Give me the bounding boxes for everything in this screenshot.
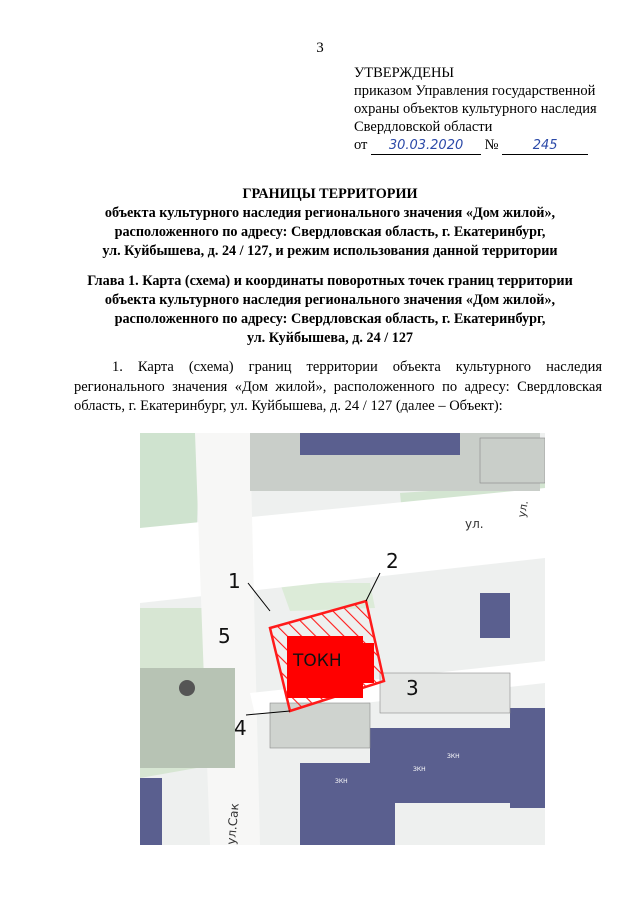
building bbox=[140, 778, 162, 845]
chapter-line-3: расположенного по адресу: Свердловская область, г. Екатеринбург, bbox=[114, 311, 546, 327]
chapter-line-2: объекта культурного наследия регионального значения «Дом жилой», bbox=[104, 292, 556, 308]
approval-title: УТВЕРЖДЕНЫ bbox=[354, 65, 455, 81]
point-label-4: 4 bbox=[234, 716, 247, 740]
street-label-lower: ул.Сак bbox=[224, 802, 242, 845]
building bbox=[300, 433, 460, 455]
building-label: ЗКН bbox=[447, 753, 460, 760]
paragraph-line-1: 1. Карта (схема) границ территории объекта культурного наследия bbox=[112, 359, 602, 375]
approval-number: 245 bbox=[502, 138, 588, 155]
territory-map bbox=[140, 433, 545, 845]
object-footprint-annex bbox=[362, 643, 374, 683]
approval-line-3: Свердловской области bbox=[354, 119, 493, 135]
number-label: № bbox=[484, 137, 499, 153]
heading-line-2: объекта культурного наследия регионального значения «Дом жилой», bbox=[104, 205, 556, 221]
street-label-side: ул. bbox=[515, 499, 531, 519]
approval-line-1: приказом Управления государственной bbox=[354, 83, 596, 99]
heading-line-3: расположенного по адресу: Свердловская область, г. Екатеринбург, bbox=[114, 224, 546, 240]
point-label-1: 1 bbox=[228, 569, 241, 593]
building bbox=[370, 728, 510, 803]
building bbox=[510, 708, 545, 808]
paragraph-line-2: регионального значения «Дом жилой», расположенного по адресу: Свердловская bbox=[74, 378, 602, 395]
building bbox=[380, 673, 510, 713]
street-label: ул. bbox=[465, 517, 484, 531]
chapter-line-1: Глава 1. Карта (схема) и координаты поворотных точек границ территории bbox=[87, 273, 573, 289]
paragraph-1 bbox=[74, 358, 602, 417]
building bbox=[480, 438, 545, 483]
tree bbox=[179, 680, 195, 696]
from-label: от bbox=[354, 137, 368, 153]
point-label-5: 5 bbox=[218, 624, 231, 648]
approval-date: 30.03.2020 bbox=[371, 138, 481, 155]
building-label: ЗКН bbox=[335, 778, 348, 785]
map-canvas bbox=[140, 433, 545, 845]
heading-line-4: ул. Куйбышева, д. 24 / 127, и режим использования данной территории bbox=[102, 243, 558, 259]
approval-line-2: охраны объектов культурного наследия bbox=[354, 101, 597, 117]
paragraph-line-3: область, г. Екатеринбург, ул. Куйбышева, д. 24 / 127 (далее – Объект): bbox=[74, 398, 503, 414]
document-heading bbox=[60, 185, 600, 261]
building-label: ЗКН bbox=[413, 766, 426, 773]
point-label-2: 2 bbox=[386, 549, 399, 573]
page-number: 3 bbox=[316, 40, 324, 56]
approval-date-line bbox=[354, 136, 624, 156]
point-label-3: 3 bbox=[406, 676, 419, 700]
heading-line-1: ГРАНИЦЫ ТЕРРИТОРИИ bbox=[242, 186, 418, 202]
building bbox=[270, 703, 370, 748]
approval-block bbox=[354, 64, 624, 156]
chapter-heading bbox=[60, 272, 600, 348]
building bbox=[480, 593, 510, 638]
object-label: ТОКН bbox=[293, 651, 342, 671]
chapter-line-4: ул. Куйбышева, д. 24 / 127 bbox=[246, 330, 414, 346]
